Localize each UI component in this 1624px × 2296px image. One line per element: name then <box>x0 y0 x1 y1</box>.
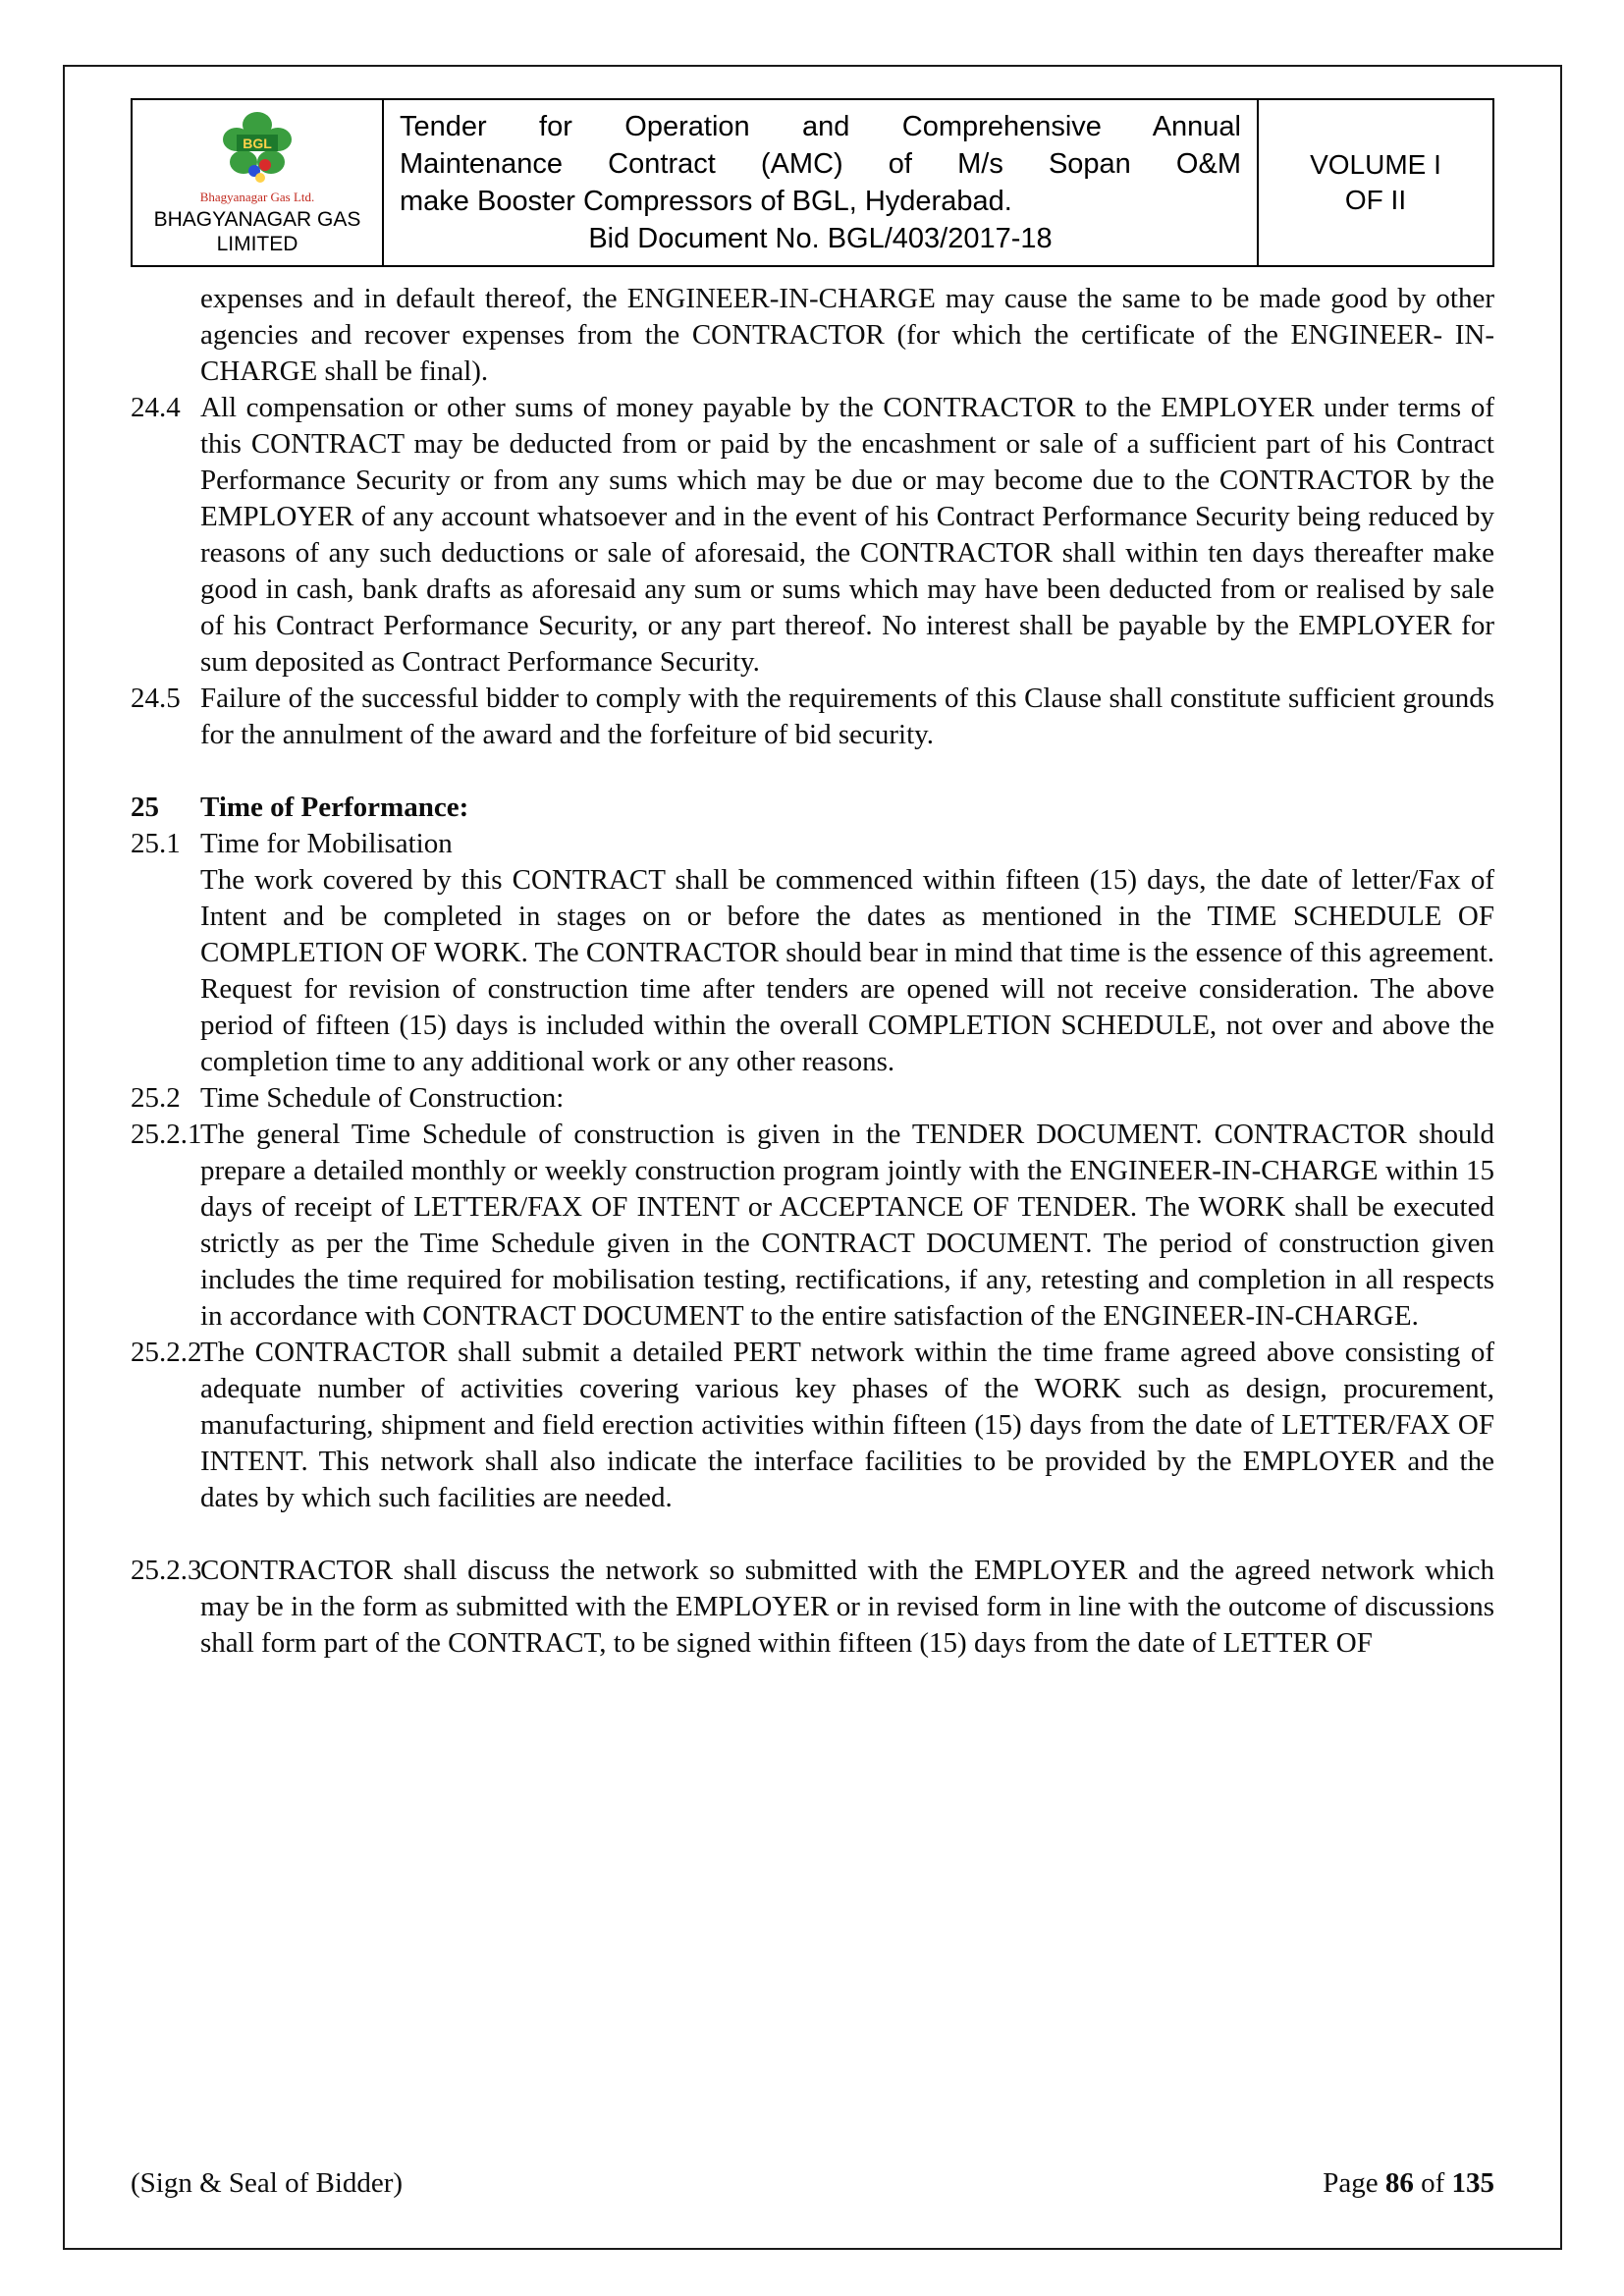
document-page <box>131 98 1494 1662</box>
logo-monogram: BGL <box>243 136 272 151</box>
body-text <box>131 281 1494 1662</box>
clause-number: 25.2.2 <box>131 1337 202 1368</box>
clause-number: 25 <box>131 792 159 823</box>
clause-text: CONTRACTOR shall discuss the network so submitted with the EMPLOYER and the agreed network which may be in the form as submitted with the EMPLOYER or in revised form in line with the outcome of discussions shall form part of the CONTRACT, to be signed within fifteen (15) days from the date of LETTER OF <box>200 1555 1494 1659</box>
clause-text: The general Time Schedule of construction is given in the TENDER DOCUMENT. CONTRACTOR should prepare a detailed monthly or weekly construction program jointly with the ENGINEER-IN-CHARGE within 15 days of receipt of LETTER/FAX OF INTENT or ACCEPTANCE OF TENDER. The WORK shall be executed strictly as per the Time Schedule given in the CONTRACT DOCUMENT. The period of construction given includes the time required for mobilisation testing, rectifications, if any, retesting and completion in all respects in accordance with CONTRACT DOCUMENT to the entire satisfaction of the ENGINEER-IN-CHARGE. <box>200 1119 1494 1332</box>
clause-heading-text: Time of Performance: <box>200 792 469 823</box>
clause-25-2-1 <box>131 1117 1494 1335</box>
total-pages: 135 <box>1451 2167 1494 2199</box>
clause-24-5 <box>131 681 1494 753</box>
clause-25-2-2 <box>131 1335 1494 1516</box>
clause-continuation <box>131 281 1494 390</box>
page-number-text <box>1323 2167 1494 2200</box>
header-table <box>131 98 1494 267</box>
clause-25-heading <box>131 790 1494 826</box>
clause-number: 25.2.1 <box>131 1119 202 1150</box>
clause-text: Time Schedule of Construction: <box>200 1082 565 1114</box>
clause-number: 25.2 <box>131 1082 181 1114</box>
clause-text: expenses and in default thereof, the ENGINEER-IN-CHARGE may cause the same to be made good by other agencies and recover expenses from the CONTRACTOR (for which the certificate of the ENGINEER- IN-CHARGE shall be final). <box>200 283 1494 387</box>
title-line-1: Tender for Operation and Comprehensive Annual <box>400 111 1241 142</box>
clause-text: The CONTRACTOR shall submit a detailed PERT network within the time frame agreed above consisting of adequate number of activities covering various key phases of the WORK such as design, procurement, manufacturing, shipment and field erection activities within fifteen (15) days from the date of LETTER/FAX OF INTENT. This network shall also indicate the interface facilities to be provided by the EMPLOYER and the dates by which such facilities are needed. <box>200 1337 1494 1513</box>
clause-number: 25.2.3 <box>131 1555 202 1586</box>
title-line-4: Bid Document No. BGL/403/2017-18 <box>588 223 1053 254</box>
volume-label <box>1259 100 1492 265</box>
bgl-logo-icon <box>217 109 298 191</box>
page-footer <box>131 2167 1494 2200</box>
clause-text: Time for Mobilisation <box>200 828 453 859</box>
clause-25-2-3 <box>131 1553 1494 1662</box>
clause-25-1 <box>131 826 1494 862</box>
page-word: Page <box>1323 2167 1379 2199</box>
clause-number <box>131 281 200 390</box>
clause-number: 24.5 <box>131 683 181 714</box>
logo-subtitle: Bhagyanagar Gas Ltd. <box>199 190 315 204</box>
clause-number <box>131 862 200 1080</box>
logo-cell <box>133 100 384 265</box>
title-line-3: make Booster Compressors of BGL, Hyderabad. <box>400 186 1012 217</box>
clause-text: Failure of the successful bidder to comply with the requirements of this Clause shall constitute sufficient grounds for the annulment of the award and the forfeiture of bid security. <box>200 683 1494 750</box>
clause-number: 24.4 <box>131 392 181 423</box>
clause-text: The work covered by this CONTRACT shall be commenced within fifteen (15) days, the date of letter/Fax of Intent and be completed in stages on or before the dates as mentioned in the TIME SCHEDULE OF COMPLETION OF WORK. The CONTRACTOR should bear in mind that time is the essence of this agreement. Request for revision of construction time after tenders are opened will not receive consideration. The above period of fifteen (15) days is included within the overall COMPLETION SCHEDULE, not over and above the completion time to any additional work or any other reasons. <box>200 864 1494 1077</box>
title-line-2: Maintenance Contract (AMC) of M/s Sopan O&M <box>400 148 1241 180</box>
sign-seal-text: (Sign & Seal of Bidder) <box>131 2167 404 2199</box>
clause-25-1-body <box>131 862 1494 1080</box>
document-title <box>384 100 1259 265</box>
page-number: 86 <box>1384 2167 1414 2199</box>
volume-line-2: OF II <box>1344 185 1407 215</box>
org-name-line1: BHAGYANAGAR GAS <box>153 208 361 231</box>
volume-line-1: VOLUME I <box>1310 149 1441 180</box>
clause-24-4 <box>131 390 1494 681</box>
of-word: of <box>1421 2167 1445 2199</box>
clause-number: 25.1 <box>131 828 181 859</box>
org-name-line2: LIMITED <box>216 233 298 255</box>
clause-25-2 <box>131 1080 1494 1117</box>
clause-text: All compensation or other sums of money payable by the CONTRACTOR to the EMPLOYER under terms of this CONTRACT may be deducted from or paid by the encashment or sale of a sufficient part of his Contract Performance Security or from any sums which may be due or may become due to the CONTRACTOR by the EMPLOYER of any account whatsoever and in the event of his Contract Performance Security being reduced by reasons of any such deductions or sale of aforesaid, the CONTRACTOR shall within ten days thereafter make good in cash, bank drafts as aforesaid any sum or sums which may have been deducted from or realised by sale of his Contract Performance Security, or any part thereof. No interest shall be payable by the EMPLOYER for sum deposited as Contract Performance Security. <box>200 392 1494 678</box>
